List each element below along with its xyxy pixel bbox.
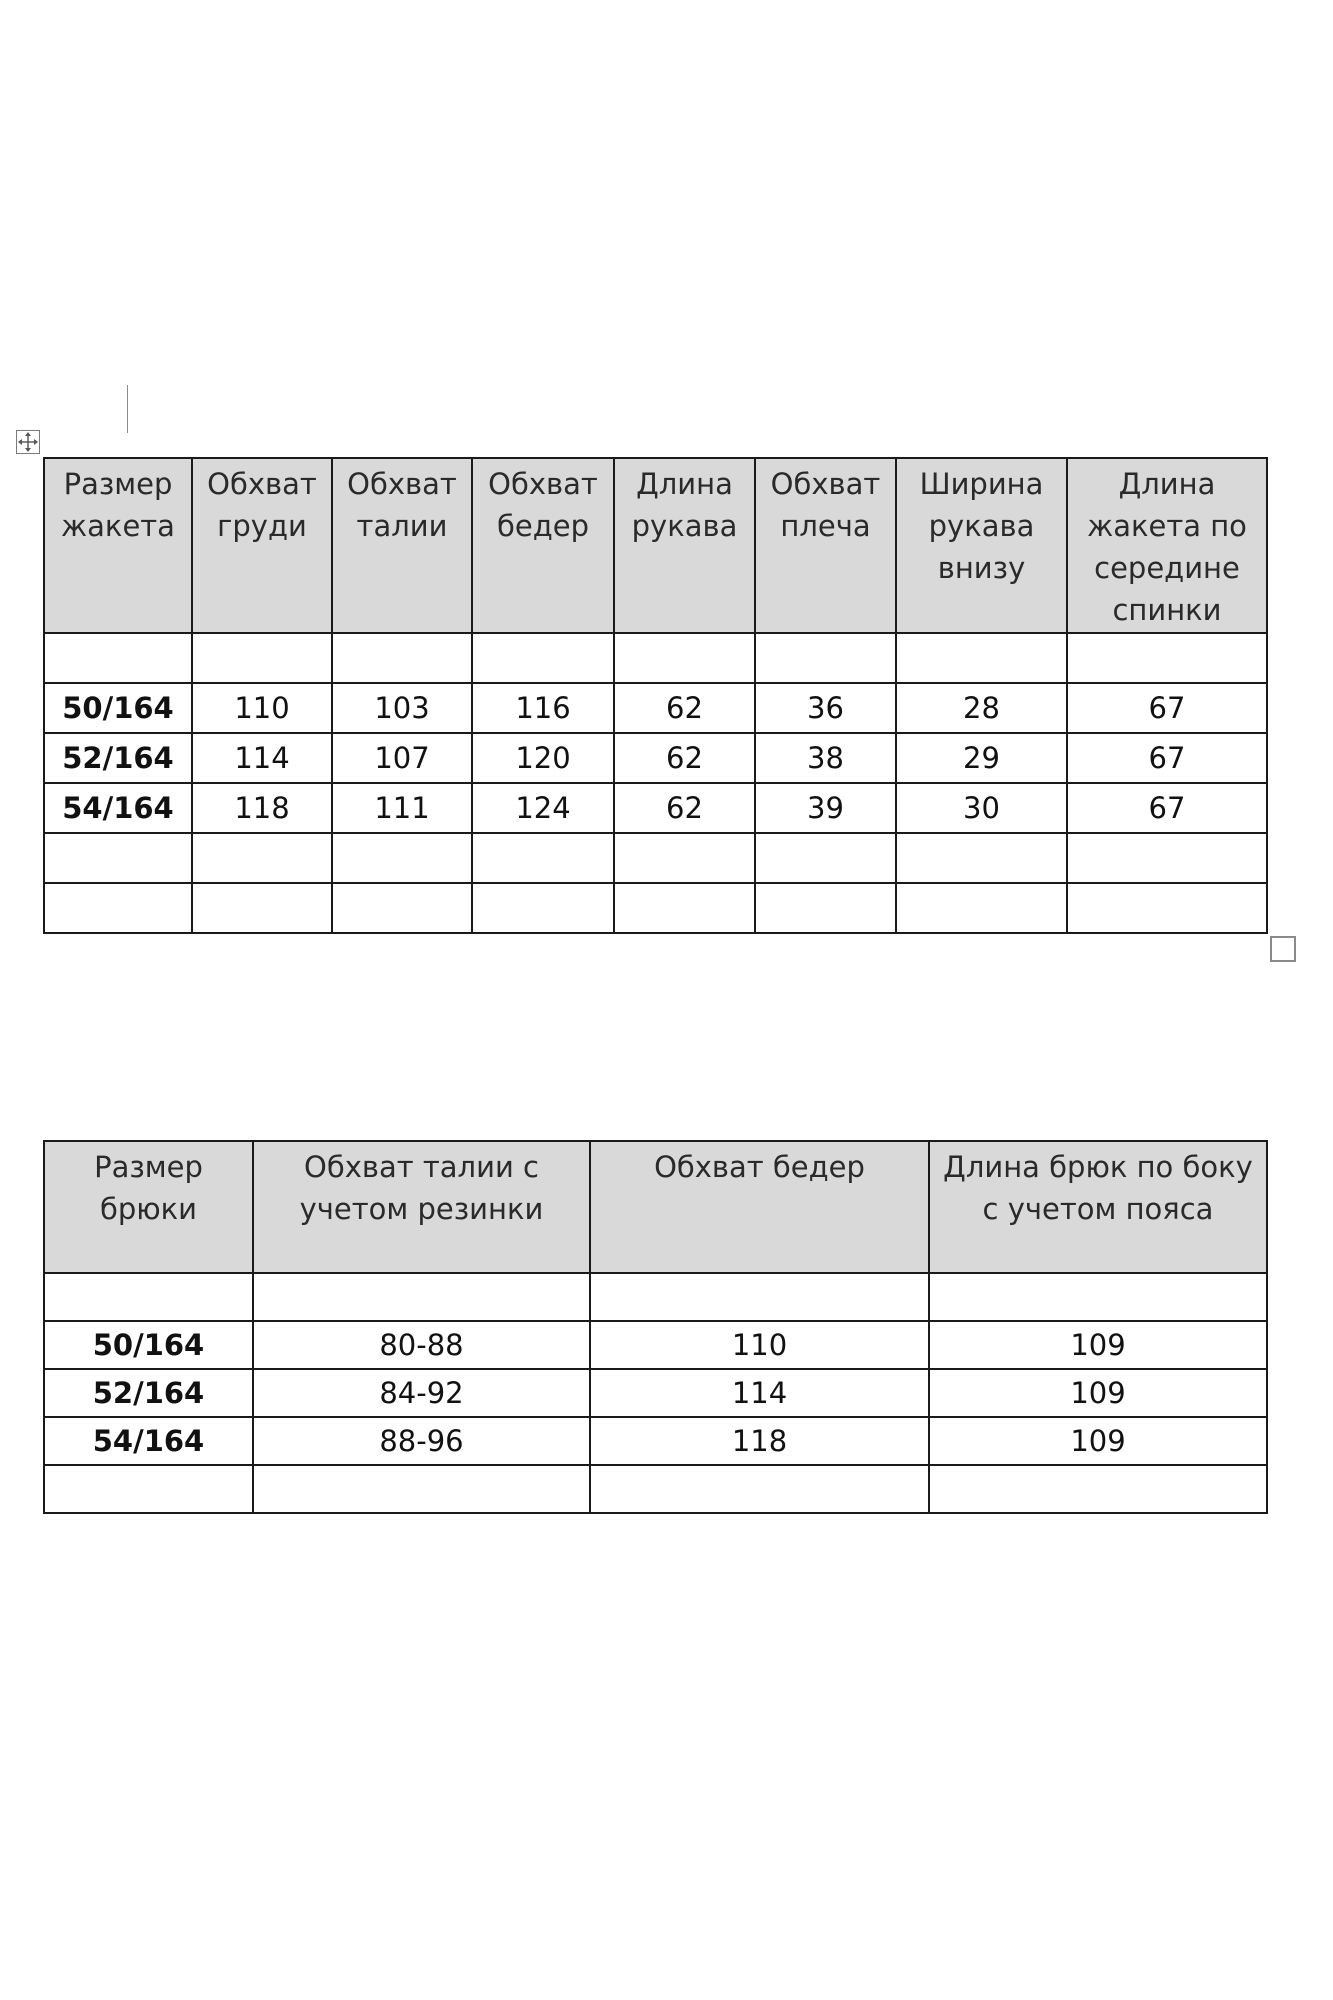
jacket-header-jacket-length: Длина жакета по середине спинки xyxy=(1067,458,1267,633)
table-cell[interactable]: 109 xyxy=(929,1321,1267,1369)
table-cell[interactable] xyxy=(614,633,755,683)
table-cell[interactable] xyxy=(192,883,332,933)
table-cell[interactable] xyxy=(192,833,332,883)
table-cell[interactable] xyxy=(590,1465,929,1513)
table-cell[interactable]: 111 xyxy=(332,783,472,833)
table-cell[interactable] xyxy=(472,883,614,933)
jacket-header-row xyxy=(44,458,1267,633)
table-cell[interactable]: 38 xyxy=(755,733,896,783)
table-cell[interactable] xyxy=(472,833,614,883)
table-row xyxy=(44,1321,1267,1369)
table-cell[interactable]: 107 xyxy=(332,733,472,783)
table-cell[interactable]: 118 xyxy=(590,1417,929,1465)
table-cell[interactable] xyxy=(755,833,896,883)
table-cell[interactable] xyxy=(896,633,1067,683)
pants-header-length: Длина брюк по боку с учетом пояса xyxy=(929,1141,1267,1273)
pants-header-row xyxy=(44,1141,1267,1273)
table-cell[interactable] xyxy=(253,1273,590,1321)
table-cell[interactable]: 36 xyxy=(755,683,896,733)
jacket-header-sleeve-width: Ширина рукава внизу xyxy=(896,458,1067,633)
table-cell[interactable] xyxy=(44,1465,253,1513)
table-cell[interactable] xyxy=(896,883,1067,933)
table-cell[interactable]: 62 xyxy=(614,733,755,783)
table-cell[interactable]: 118 xyxy=(192,783,332,833)
table-cell[interactable]: 67 xyxy=(1067,733,1267,783)
table-cell[interactable]: 110 xyxy=(590,1321,929,1369)
table-cell[interactable] xyxy=(614,833,755,883)
table-cell[interactable]: 114 xyxy=(590,1369,929,1417)
table-cell[interactable] xyxy=(590,1273,929,1321)
table-row xyxy=(44,1465,1267,1513)
size-cell[interactable]: 52/164 xyxy=(44,1369,253,1417)
table-cell[interactable]: 80-88 xyxy=(253,1321,590,1369)
table-cell[interactable]: 30 xyxy=(896,783,1067,833)
jacket-header-shoulder: Обхват плеча xyxy=(755,458,896,633)
table-row xyxy=(44,1417,1267,1465)
table-row xyxy=(44,633,1267,683)
pants-header-size: Размер брюки xyxy=(44,1141,253,1273)
table-cell[interactable]: 109 xyxy=(929,1417,1267,1465)
table-row xyxy=(44,883,1267,933)
table-row xyxy=(44,733,1267,783)
table-row xyxy=(44,783,1267,833)
table-cell[interactable]: 120 xyxy=(472,733,614,783)
table-cell[interactable] xyxy=(929,1465,1267,1513)
pants-header-waist: Обхват талии с учетом резинки xyxy=(253,1141,590,1273)
jacket-header-sleeve-length: Длина рукава xyxy=(614,458,755,633)
size-cell[interactable]: 54/164 xyxy=(44,783,192,833)
jacket-size-table xyxy=(43,457,1268,934)
table-cell[interactable] xyxy=(332,633,472,683)
table-cell[interactable] xyxy=(755,633,896,683)
table-cell[interactable]: 110 xyxy=(192,683,332,733)
table-cell[interactable]: 39 xyxy=(755,783,896,833)
table-cell[interactable] xyxy=(614,883,755,933)
table-cell[interactable]: 109 xyxy=(929,1369,1267,1417)
table-cell[interactable]: 62 xyxy=(614,683,755,733)
table-cell[interactable] xyxy=(44,1273,253,1321)
table-cell[interactable]: 116 xyxy=(472,683,614,733)
table-cell[interactable] xyxy=(1067,833,1267,883)
jacket-header-waist: Обхват талии xyxy=(332,458,472,633)
table-cell[interactable] xyxy=(332,883,472,933)
table-resize-handle[interactable] xyxy=(1270,936,1296,962)
jacket-header-hips: Обхват бедер xyxy=(472,458,614,633)
table-cell[interactable]: 88-96 xyxy=(253,1417,590,1465)
table-cell[interactable]: 114 xyxy=(192,733,332,783)
size-cell[interactable]: 50/164 xyxy=(44,1321,253,1369)
table-cell[interactable]: 29 xyxy=(896,733,1067,783)
table-cell[interactable]: 62 xyxy=(614,783,755,833)
table-cell[interactable] xyxy=(896,833,1067,883)
move-arrows-icon xyxy=(17,431,39,453)
table-cell[interactable] xyxy=(1067,883,1267,933)
table-cell[interactable]: 28 xyxy=(896,683,1067,733)
table-cell[interactable]: 67 xyxy=(1067,683,1267,733)
pants-header-hips: Обхват бедер xyxy=(590,1141,929,1273)
table-cell[interactable] xyxy=(332,833,472,883)
text-cursor xyxy=(127,385,128,433)
table-row xyxy=(44,683,1267,733)
table-cell[interactable]: 84-92 xyxy=(253,1369,590,1417)
table-cell[interactable] xyxy=(472,633,614,683)
table-cell[interactable] xyxy=(44,833,192,883)
table-cell[interactable] xyxy=(253,1465,590,1513)
table-cell[interactable] xyxy=(755,883,896,933)
table-row xyxy=(44,1273,1267,1321)
jacket-header-chest: Обхват груди xyxy=(192,458,332,633)
jacket-header-size: Размер жакета xyxy=(44,458,192,633)
table-row xyxy=(44,833,1267,883)
table-cell[interactable]: 103 xyxy=(332,683,472,733)
table-cell[interactable] xyxy=(192,633,332,683)
table-cell[interactable] xyxy=(44,883,192,933)
table-cell[interactable] xyxy=(1067,633,1267,683)
table-cell[interactable] xyxy=(44,633,192,683)
table-row xyxy=(44,1369,1267,1417)
table-cell[interactable]: 124 xyxy=(472,783,614,833)
size-cell[interactable]: 54/164 xyxy=(44,1417,253,1465)
table-cell[interactable]: 67 xyxy=(1067,783,1267,833)
table-move-handle[interactable] xyxy=(16,430,40,454)
table-cell[interactable] xyxy=(929,1273,1267,1321)
size-cell[interactable]: 50/164 xyxy=(44,683,192,733)
size-cell[interactable]: 52/164 xyxy=(44,733,192,783)
pants-size-table xyxy=(43,1140,1268,1514)
